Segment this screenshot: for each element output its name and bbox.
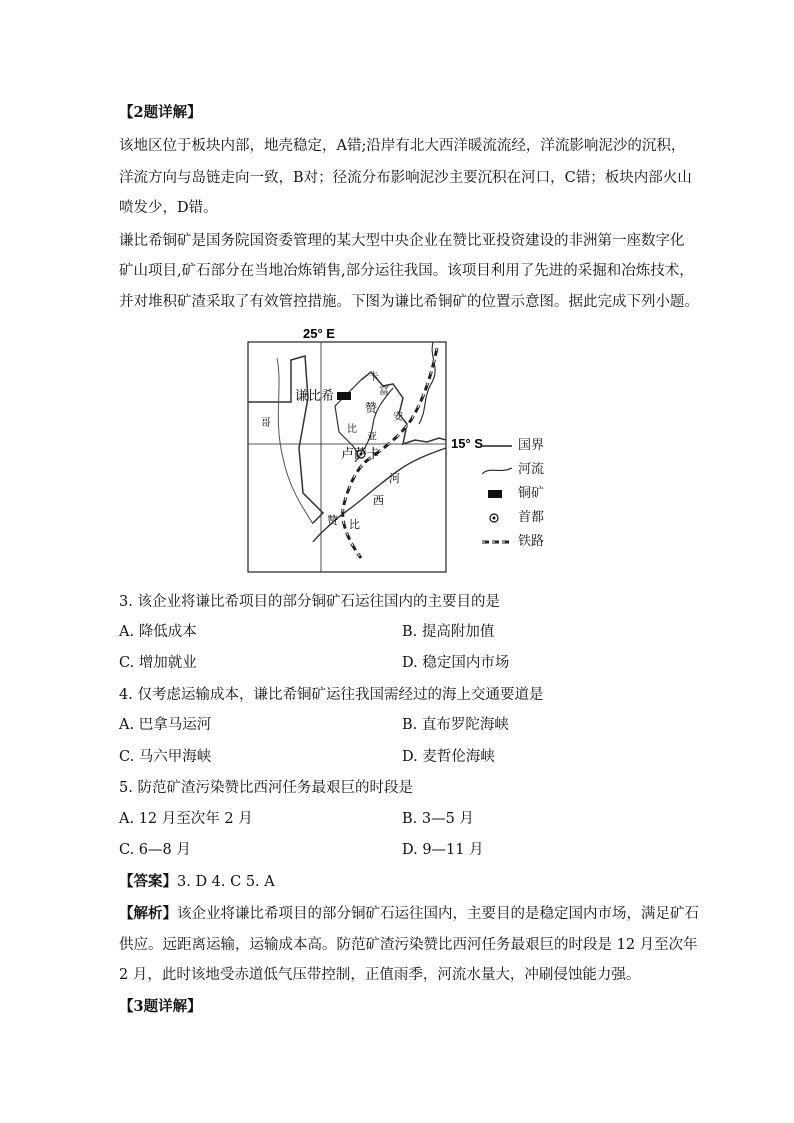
analysis-text-1: 该企业将谦比希项目的部分铜矿石运往国内，主要目的是稳定国内市场，满足矿石 <box>177 906 699 922</box>
river-char: 赞 <box>327 514 338 527</box>
river-char: 比 <box>349 518 360 531</box>
section-2-line-1: 该地区位于板块内部，地壳稳定，A错;沿岸有北大西洋暖流流经，洋流影响泥沙的沉积， <box>119 138 686 154</box>
river-char: 西 <box>373 494 384 507</box>
question-5-option-d: D. 9—11 月 <box>402 842 484 858</box>
country-char: 哥 <box>261 418 271 429</box>
question-4-option-d: D. 麦哲伦海峡 <box>402 749 495 765</box>
question-5-option-a: A. 12 月至次年 2 月 <box>119 811 253 827</box>
country-char: 赞 <box>365 401 378 415</box>
railway-icon <box>480 536 514 548</box>
document-page: 【2题详解】 该地区位于板块内部，地壳稳定，A错;沿岸有北大西洋暖流流经，洋流影响泥沙的沉积， 洋流方向与岛链走向一致，B对；径流分布影响泥沙主要沉积在河口，C错；板块内部火山 喷发少，D错。 谦比希铜矿是国务院国资委管理的某大型中央企业在赞比亚投资建设的非洲第一座数字化 矿山项目,矿石部分在当地冶炼销售,部分运往我国。该项目利用了先进的采掘和冶炼技术， 并对堆积矿渣采取了有效管控措施。下图为谦比希铜矿的位置示意图。据此完成下列小题。 25° E 15° S 谦比希 卢萨卡 卡 富 安 哥 赞 比 亚 赞 比 西 河 国界 河流 铜矿 首都 铁路 3. 该企业将谦比希项目的部分铜矿石运往国内的主要目的是 A. 降低成本 B. 提高附加值 C. 增加就业 D. 稳定国内市场 4. 仅考虑运输成本，谦比希铜矿运往我国需经过的海上交通要道是 A. 巴拿马运河 B. 直布罗陀海峡 C. 马六甲海峡 D. 麦哲伦海峡 5. 防范矿渣污染赞比西河任务最艰巨的时段是 A. 12 月至次年 2 月 B. 3—5 月 C. 6—8 月 D. 9—11 月 【答案】3. D 4. C 5. A 【解析】该企业将谦比希项目的部分铜矿石运往国内，主要目的是稳定国内市场，满足矿石 供应。远距离运输，运输成本高。防范矿渣污染赞比西河任务最艰巨的时段是 12 月至次年 2 月，此时该地受赤道低气压带控制，正值雨季，河流水量大，冲刷侵蚀能力强。 【3题详解】 <box>119 104 699 1015</box>
copper-mine-icon <box>480 488 514 500</box>
longitude-label: 25° E <box>303 328 335 341</box>
analysis-line-1 <box>119 904 699 924</box>
capital-place-label: 卢萨卡 <box>341 447 381 462</box>
question-5-stem: 5. 防范矿渣污染赞比西河任务最艰巨的时段是 <box>119 780 413 796</box>
mine-place-label: 谦比希 <box>295 389 335 404</box>
question-4-option-c: C. 马六甲海峡 <box>119 749 212 765</box>
answer-label: 【答案】 <box>119 873 177 890</box>
intro-line-1: 谦比希铜矿是国务院国资委管理的某大型中央企业在赞比亚投资建设的非洲第一座数字化 <box>119 233 685 249</box>
river-char: 富 <box>379 386 389 397</box>
question-3-option-d: D. 稳定国内市场 <box>402 655 510 671</box>
question-5-option-b: B. 3—5 月 <box>402 811 474 827</box>
section-2-line-3: 喷发少，D错。 <box>119 200 218 216</box>
answer-line <box>119 872 275 892</box>
latitude-label: 15° S <box>451 436 483 451</box>
border-line-icon <box>480 440 514 452</box>
intro-line-2: 矿山项目,矿石部分在当地冶炼销售,部分运往我国。该项目利用了先进的采掘和冶炼技术， <box>119 263 694 279</box>
river-char: 安 <box>393 412 403 423</box>
question-4-option-a: A. 巴拿马运河 <box>119 717 212 733</box>
border-line-west <box>258 356 323 523</box>
country-char: 比 <box>347 424 357 435</box>
question-3-option-c: C. 增加就业 <box>119 655 197 671</box>
question-4-option-b: B. 直布罗陀海峡 <box>402 717 509 733</box>
location-map <box>243 328 563 576</box>
capital-icon <box>480 512 514 524</box>
answer-text: 3. D 4. C 5. A <box>177 874 275 890</box>
analysis-label: 【解析】 <box>119 905 177 922</box>
analysis-line-3: 2 月，此时该地受赤道低气压带控制，正值雨季，河流水量大，冲刷侵蚀能力强。 <box>119 967 641 983</box>
copper-mine-marker <box>337 392 351 400</box>
country-char: 亚 <box>367 432 377 443</box>
section-3-heading: 【3题详解】 <box>119 998 202 1015</box>
question-4-stem: 4. 仅考虑运输成本，谦比希铜矿运往我国需经过的海上交通要道是 <box>119 687 544 703</box>
question-3-option-a: A. 降低成本 <box>119 624 197 640</box>
section-2-line-2: 洋流方向与岛链走向一致，B对；径流分布影响泥沙主要沉积在河口，C错；板块内部火山 <box>119 170 692 186</box>
section-2-heading: 【2题详解】 <box>119 104 202 121</box>
analysis-line-2: 供应。远距离运输，运输成本高。防范矿渣污染赞比西河任务最艰巨的时段是 12 月至次年 <box>119 937 698 953</box>
river-char: 河 <box>389 472 400 485</box>
question-3-option-b: B. 提高附加值 <box>402 624 495 640</box>
question-5-option-c: C. 6—8 月 <box>119 842 191 858</box>
intro-line-3: 并对堆积矿渣采取了有效管控措施。下图为谦比希铜矿的位置示意图。据此完成下列小题。 <box>119 294 699 310</box>
river-char: 卡 <box>369 372 379 383</box>
question-3-stem: 3. 该企业将谦比希项目的部分铜矿石运往国内的主要目的是 <box>119 594 500 610</box>
river-icon <box>480 464 514 476</box>
